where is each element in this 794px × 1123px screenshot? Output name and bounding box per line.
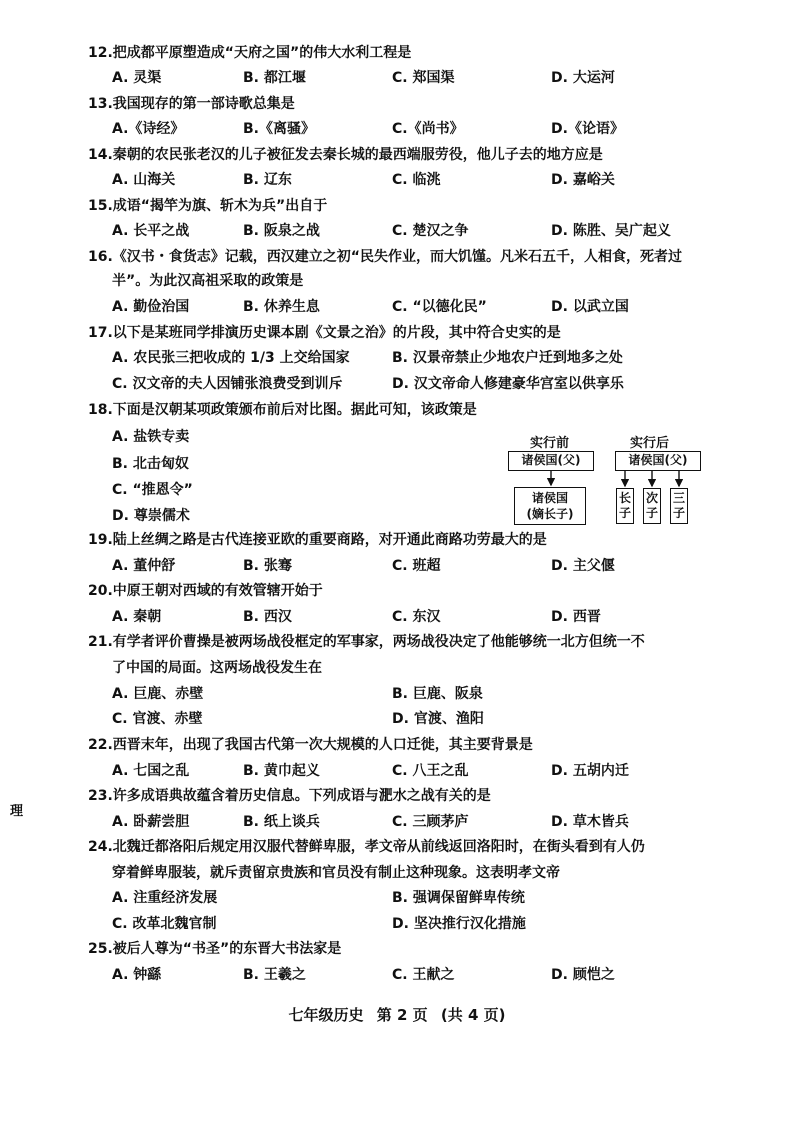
question-13-option-c: C.《尚书》 [392,121,464,137]
question-20-option-b: B. 西汉 [243,609,292,625]
question-16-option-a: A. 勤俭治国 [112,299,190,315]
question-23-option-d: D. 草木皆兵 [551,814,629,830]
question-22-option-b: B. 黄巾起义 [243,763,320,779]
question-14-option-d: D. 嘉峪关 [551,172,615,188]
question-22-stem: 22.西晋末年，出现了我国古代第一次大规模的人口迁徙，其主要背景是 [88,737,533,753]
question-16-stem-continued: 半”。为此汉高祖采取的政策是 [112,273,304,289]
question-17-option-c: C. 汉文帝的夫人因铺张浪费受到训斥 [112,376,343,392]
question-19-option-c: C. 班超 [392,558,441,574]
question-24-option-b: B. 强调保留鲜卑传统 [392,890,525,906]
question-15-stem: 15.成语“揭竿为旗、斩木为兵”出自于 [88,198,328,214]
question-12-option-a: A. 灵渠 [112,70,162,86]
page-footer [0,1004,794,1025]
question-23-option-a: A. 卧薪尝胆 [112,814,190,830]
footer-page-total: (共 4 页) [440,1006,506,1024]
question-24-option-c: C. 改革北魏官制 [112,916,217,932]
question-18-option-b: B. 北击匈奴 [112,456,189,472]
diagram-before-bottom-line2: (嫡长子) [526,507,574,521]
question-15-option-a: A. 长平之战 [112,223,190,239]
question-13-option-a: A.《诗经》 [112,121,185,137]
question-22-option-c: C. 八王之乱 [392,763,469,779]
question-21-stem: 21.有学者评价曹操是被两场战役框定的军事家，两场战役决定了他能够统一北方但统一不 [88,634,645,650]
question-17-stem: 17.以下是某班同学排演历史课本剧《文景之治》的片段，其中符合史实的是 [88,325,561,341]
question-14-option-a: A. 山海关 [112,172,176,188]
question-21-option-d: D. 官渡、渔阳 [392,711,484,727]
question-17-option-b: B. 汉景帝禁止少地农户迁到地多之处 [392,350,623,366]
question-15-option-c: C. 楚汉之争 [392,223,469,239]
question-16-option-c: C. “以德化民” [392,299,487,315]
question-21-option-c: C. 官渡、赤壁 [112,711,203,727]
diagram-before-label: 实行前 [530,436,570,451]
question-16-stem: 16.《汉书・食货志》记载，西汉建立之初“民失作业，而大饥馑。凡米石五千，人相食，死者过 [88,249,682,265]
question-16-option-d: D. 以武立国 [551,299,629,315]
question-13-option-d: D.《论语》 [551,121,624,137]
footer-page-number: 第 2 页 [376,1006,428,1024]
footer-subject: 七年级历史 [288,1006,364,1024]
margin-mark: 理 [10,804,24,819]
diagram-after-label: 实行后 [630,436,670,451]
question-14-stem: 14.秦朝的农民张老汉的儿子被征发去秦长城的最西端服劳役，他儿子去的地方应是 [88,147,603,163]
question-14-option-c: C. 临洮 [392,172,441,188]
question-23-option-b: B. 纸上谈兵 [243,814,320,830]
diagram-after-top-box: 诸侯国(父) [615,451,701,471]
question-15-option-d: D. 陈胜、吴广起义 [551,223,671,239]
question-12-stem: 12.把成都平原塑造成“天府之国”的伟大水利工程是 [88,45,412,61]
question-15-option-b: B. 阪泉之战 [243,223,320,239]
diagram-child-box-second: 次子 [643,488,661,524]
question-18-option-c: C. “推恩令” [112,482,193,498]
diagram-before-top-box: 诸侯国(父) [508,451,594,471]
question-25-option-b: B. 王羲之 [243,967,306,983]
question-25-option-a: A. 钟繇 [112,967,162,983]
question-21-stem-continued: 了中国的局面。这两场战役发生在 [112,660,322,676]
question-20-option-a: A. 秦朝 [112,609,162,625]
question-20-option-d: D. 西晋 [551,609,601,625]
question-17-option-d: D. 汉文帝命人修建豪华宫室以供享乐 [392,376,624,392]
question-19-stem: 19.陆上丝绸之路是古代连接亚欧的重要商路，对开通此商路功劳最大的是 [88,532,547,548]
question-19-option-a: A. 董仲舒 [112,558,176,574]
question-22-option-a: A. 七国之乱 [112,763,190,779]
question-23-option-c: C. 三顾茅庐 [392,814,469,830]
question-13-stem: 13.我国现存的第一部诗歌总集是 [88,96,295,112]
question-17-option-a: A. 农民张三把收成的 1/3 上交给国家 [112,350,350,366]
question-25-option-c: C. 王献之 [392,967,455,983]
question-12-option-c: C. 郑国渠 [392,70,455,86]
question-21-option-b: B. 巨鹿、阪泉 [392,686,483,702]
diagram-child-box-third: 三子 [670,488,688,524]
question-18-option-d: D. 尊崇儒术 [112,508,190,524]
question-20-stem: 20.中原王朝对西域的有效管辖开始于 [88,583,323,599]
question-24-option-a: A. 注重经济发展 [112,890,218,906]
question-24-option-d: D. 坚决推行汉化措施 [392,916,526,932]
question-19-option-b: B. 张骞 [243,558,292,574]
question-14-option-b: B. 辽东 [243,172,292,188]
diagram-before-bottom-line1: 诸侯国 [531,491,568,505]
question-24-stem-continued: 穿着鲜卑服装，就斥责留京贵族和官员没有制止这种现象。这表明孝文帝 [112,865,560,881]
question-23-stem: 23.许多成语典故蕴含着历史信息。下列成语与淝水之战有关的是 [88,788,491,804]
diagram-child-box-eldest: 长子 [616,488,634,524]
question-25-stem: 25.被后人尊为“书圣”的东晋大书法家是 [88,941,342,957]
question-16-option-b: B. 休养生息 [243,299,320,315]
question-13-option-b: B.《离骚》 [243,121,315,137]
question-20-option-c: C. 东汉 [392,609,441,625]
question-25-option-d: D. 顾恺之 [551,967,615,983]
question-12-option-b: B. 都江堰 [243,70,306,86]
question-18-option-a: A. 盐铁专卖 [112,429,190,445]
question-19-option-d: D. 主父偃 [551,558,615,574]
question-12-option-d: D. 大运河 [551,70,615,86]
question-21-option-a: A. 巨鹿、赤壁 [112,686,204,702]
question-24-stem: 24.北魏迁都洛阳后规定用汉服代替鲜卑服，孝文帝从前线返回洛阳时，在街头看到有人仍 [88,839,645,855]
question-22-option-d: D. 五胡内迁 [551,763,629,779]
question-18-stem: 18.下面是汉朝某项政策颁布前后对比图。据此可知，该政策是 [88,402,477,418]
